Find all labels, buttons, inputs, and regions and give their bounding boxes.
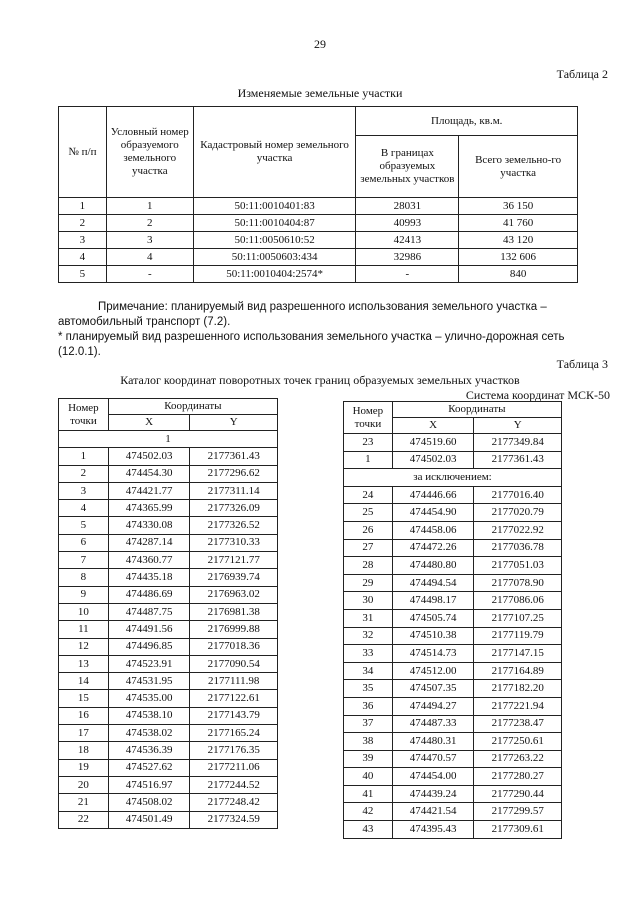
table-row (59, 759, 278, 776)
cell-point: 23 (344, 434, 393, 452)
cell-x: 474435.18 (108, 569, 190, 586)
table-row (344, 645, 562, 663)
cell-y: 2177238.47 (474, 715, 562, 733)
cell-x: 474494.27 (392, 697, 474, 715)
cell-y: 2177248.42 (190, 794, 278, 811)
cell-x: 474480.80 (392, 557, 474, 575)
cell-y: 2177326.52 (190, 517, 278, 534)
cell-y: 2177310.33 (190, 534, 278, 551)
cell-point: 30 (344, 592, 393, 610)
cell-point: 36 (344, 697, 393, 715)
notes (58, 300, 588, 360)
table-row (59, 552, 278, 569)
table-row (59, 811, 278, 828)
cell-x: 474491.56 (108, 621, 190, 638)
table-row (59, 465, 278, 482)
cell-area-within: - (356, 266, 459, 283)
cell-x: 474472.26 (392, 539, 474, 557)
cell-point: 2 (59, 465, 109, 482)
table-row (59, 232, 578, 249)
cell-point: 10 (59, 603, 109, 620)
cell-x: 474470.57 (392, 750, 474, 768)
cell-y: 2177324.59 (190, 811, 278, 828)
cell-area-total: 43 120 (459, 232, 578, 249)
cell-point: 15 (59, 690, 109, 707)
table-row (344, 697, 562, 715)
cell-y: 2177016.40 (474, 486, 562, 504)
header-y: Y (474, 418, 562, 434)
table-row (344, 627, 562, 645)
cell-y: 2177090.54 (190, 655, 278, 672)
header-area-within: В границах образуемых земельных участков (356, 136, 459, 198)
header-point: Номер точки (344, 402, 393, 434)
header-parcel: Условный номер образуемого земельного участка (106, 107, 193, 198)
cell-x: 474395.43 (392, 821, 474, 839)
cell-point: 17 (59, 725, 109, 742)
cell-x: 474510.38 (392, 627, 474, 645)
table2-label: Таблица 2 (556, 67, 608, 81)
cell-point: 12 (59, 638, 109, 655)
header-area-total: Всего земельно-го участка (459, 136, 578, 198)
cell-y: 2177309.61 (474, 821, 562, 839)
cell-point: 35 (344, 680, 393, 698)
cell-point: 41 (344, 785, 393, 803)
header-x: X (392, 418, 474, 434)
header-y: Y (190, 415, 278, 431)
cell-y: 2177111.98 (190, 673, 278, 690)
table-row (59, 725, 278, 742)
cell-cadastral: 50:11:0010404:2574* (193, 266, 356, 283)
table-row (59, 215, 578, 232)
cell-y: 2177176.35 (190, 742, 278, 759)
header-x: X (108, 415, 190, 431)
cell-x: 474496.85 (108, 638, 190, 655)
cell-y: 2177036.78 (474, 539, 562, 557)
cell-point: 31 (344, 609, 393, 627)
cell-x: 474536.39 (108, 742, 190, 759)
cell-y: 2177147.15 (474, 645, 562, 663)
cell-y: 2177211.06 (190, 759, 278, 776)
cell-x: 474501.49 (108, 811, 190, 828)
cell-y: 2177122.61 (190, 690, 278, 707)
table-row (59, 198, 578, 215)
header-area: Площадь, кв.м. (356, 107, 578, 136)
table-row (344, 680, 562, 698)
cell-x: 474507.35 (392, 680, 474, 698)
group-label: 1 (59, 431, 278, 448)
table-row (344, 574, 562, 592)
cell-x: 474365.99 (108, 500, 190, 517)
cell-area-total: 132 606 (459, 249, 578, 266)
cell-point: 9 (59, 586, 109, 603)
cell-area-within: 32986 (356, 249, 459, 266)
table-row (59, 673, 278, 690)
table-row (59, 517, 278, 534)
table-row (344, 557, 562, 575)
cell-y: 2177051.03 (474, 557, 562, 575)
cell-point: 16 (59, 707, 109, 724)
cell-cadastral: 50:11:0050603:434 (193, 249, 356, 266)
cell-cadastral: 50:11:0010401:83 (193, 198, 356, 215)
cell-num: 5 (59, 266, 107, 283)
coordinates-table-left (58, 398, 278, 829)
cell-point: 42 (344, 803, 393, 821)
cell-num: 4 (59, 249, 107, 266)
header-point: Номер точки (59, 399, 109, 431)
cell-x: 474458.06 (392, 521, 474, 539)
cell-y: 2177121.77 (190, 552, 278, 569)
cell-y: 2177221.94 (474, 697, 562, 715)
cell-y: 2177250.61 (474, 733, 562, 751)
coordinates-table-right (343, 401, 562, 839)
cell-x: 474514.73 (392, 645, 474, 663)
page-number: 29 (314, 37, 326, 51)
table-row (344, 521, 562, 539)
cell-parcel: 4 (106, 249, 193, 266)
table-row (344, 715, 562, 733)
cell-x: 474498.17 (392, 592, 474, 610)
table-row (344, 451, 562, 469)
cell-x: 474512.00 (392, 662, 474, 680)
table-row (59, 638, 278, 655)
table-row (59, 482, 278, 499)
cell-x: 474480.31 (392, 733, 474, 751)
table-row (59, 776, 278, 793)
cell-point: 13 (59, 655, 109, 672)
cell-cadastral: 50:11:0050610:52 (193, 232, 356, 249)
cell-y: 2177078.90 (474, 574, 562, 592)
cell-point: 18 (59, 742, 109, 759)
cell-area-total: 840 (459, 266, 578, 283)
cell-cadastral: 50:11:0010404:87 (193, 215, 356, 232)
cell-y: 2176999.88 (190, 621, 278, 638)
cell-parcel: - (106, 266, 193, 283)
cell-y: 2176963.02 (190, 586, 278, 603)
cell-point: 34 (344, 662, 393, 680)
table-row (59, 448, 278, 465)
table3-label: Таблица 3 (556, 357, 608, 371)
table-row (59, 690, 278, 707)
cell-x: 474330.08 (108, 517, 190, 534)
cell-point: 4 (59, 500, 109, 517)
cell-point: 6 (59, 534, 109, 551)
cell-y: 2177164.89 (474, 662, 562, 680)
table-row (344, 750, 562, 768)
cell-point: 39 (344, 750, 393, 768)
table-row (344, 609, 562, 627)
cell-point: 40 (344, 768, 393, 786)
cell-point: 27 (344, 539, 393, 557)
cell-point: 33 (344, 645, 393, 663)
cell-x: 474439.24 (392, 785, 474, 803)
cell-x: 474538.02 (108, 725, 190, 742)
cell-point: 26 (344, 521, 393, 539)
cell-y: 2177290.44 (474, 785, 562, 803)
table-row (59, 266, 578, 283)
table-row (344, 803, 562, 821)
cell-point: 7 (59, 552, 109, 569)
cell-point: 25 (344, 504, 393, 522)
cell-parcel: 1 (106, 198, 193, 215)
table-row (59, 534, 278, 551)
cell-y: 2177296.62 (190, 465, 278, 482)
cell-y: 2177086.06 (474, 592, 562, 610)
table-row (59, 794, 278, 811)
cell-area-total: 41 760 (459, 215, 578, 232)
cell-y: 2177165.24 (190, 725, 278, 742)
cell-y: 2177361.43 (190, 448, 278, 465)
header-num: № п/п (59, 107, 107, 198)
cell-point: 37 (344, 715, 393, 733)
cell-point: 14 (59, 673, 109, 690)
header-coords: Координаты (108, 399, 277, 415)
coordinate-system: Система координат МСК-50 (465, 388, 610, 402)
table-row (344, 504, 562, 522)
cell-point: 21 (59, 794, 109, 811)
table3-title: Каталог координат поворотных точек границ образуемых земельных участков (120, 373, 520, 387)
cell-y: 2177280.27 (474, 768, 562, 786)
cell-x: 474505.74 (392, 609, 474, 627)
cell-point: 29 (344, 574, 393, 592)
note-asterisk: * планируемый вид разрешенного использования земельного участка – улично-дорожная сеть (12.0.1). (58, 331, 565, 358)
cell-y: 2177349.84 (474, 434, 562, 452)
table2-title: Изменяемые земельные участки (237, 86, 403, 100)
table-row (344, 821, 562, 839)
cell-area-within: 40993 (356, 215, 459, 232)
cell-parcel: 3 (106, 232, 193, 249)
table-row (344, 434, 562, 452)
cell-point: 24 (344, 486, 393, 504)
table-row (344, 539, 562, 557)
cell-point: 19 (59, 759, 109, 776)
cell-num: 2 (59, 215, 107, 232)
table-row (344, 768, 562, 786)
cell-y: 2177119.79 (474, 627, 562, 645)
table-row (344, 785, 562, 803)
cell-num: 3 (59, 232, 107, 249)
table-row (344, 486, 562, 504)
cell-x: 474487.75 (108, 603, 190, 620)
cell-point: 1 (59, 448, 109, 465)
header-coords: Координаты (392, 402, 561, 418)
table-row (344, 733, 562, 751)
cell-y: 2177311.14 (190, 482, 278, 499)
cell-area-within: 42413 (356, 232, 459, 249)
cell-y: 2177244.52 (190, 776, 278, 793)
cell-y: 2177143.79 (190, 707, 278, 724)
cell-x: 474538.10 (108, 707, 190, 724)
cell-x: 474454.30 (108, 465, 190, 482)
table-row (59, 249, 578, 266)
cell-x: 474486.69 (108, 586, 190, 603)
cell-x: 474454.90 (392, 504, 474, 522)
cell-y: 2177182.20 (474, 680, 562, 698)
cell-point: 5 (59, 517, 109, 534)
cell-point: 32 (344, 627, 393, 645)
table-row (59, 500, 278, 517)
cell-x: 474516.97 (108, 776, 190, 793)
cell-point: 11 (59, 621, 109, 638)
table-row (344, 592, 562, 610)
header-cadastral: Кадастровый номер земельного участка (193, 107, 356, 198)
cell-x: 474508.02 (108, 794, 190, 811)
cell-y: 2177361.43 (474, 451, 562, 469)
cell-area-within: 28031 (356, 198, 459, 215)
cell-y: 2177299.57 (474, 803, 562, 821)
cell-x: 474502.03 (392, 451, 474, 469)
table-row (59, 603, 278, 620)
cell-parcel: 2 (106, 215, 193, 232)
cell-x: 474421.77 (108, 482, 190, 499)
cell-y: 2177018.36 (190, 638, 278, 655)
cell-point: 8 (59, 569, 109, 586)
cell-point: 22 (59, 811, 109, 828)
table-row (344, 662, 562, 680)
cell-point: 3 (59, 482, 109, 499)
cell-num: 1 (59, 198, 107, 215)
cell-x: 474487.33 (392, 715, 474, 733)
cell-point: 38 (344, 733, 393, 751)
cell-x: 474502.03 (108, 448, 190, 465)
cell-y: 2177263.22 (474, 750, 562, 768)
cell-x: 474446.66 (392, 486, 474, 504)
cell-area-total: 36 150 (459, 198, 578, 215)
cell-x: 474531.95 (108, 673, 190, 690)
cell-x: 474360.77 (108, 552, 190, 569)
table-row (59, 742, 278, 759)
cell-point: 43 (344, 821, 393, 839)
cell-y: 2177107.25 (474, 609, 562, 627)
cell-point: 20 (59, 776, 109, 793)
cell-y: 2176981.38 (190, 603, 278, 620)
table-row (59, 621, 278, 638)
table-row (59, 569, 278, 586)
cell-x: 474421.54 (392, 803, 474, 821)
cell-x: 474523.91 (108, 655, 190, 672)
exclusion-label: за исключением: (344, 469, 562, 487)
cell-x: 474454.00 (392, 768, 474, 786)
cell-point: 28 (344, 557, 393, 575)
parcels-table (58, 106, 578, 283)
cell-y: 2177326.09 (190, 500, 278, 517)
cell-x: 474527.62 (108, 759, 190, 776)
table-row (59, 707, 278, 724)
cell-x: 474494.54 (392, 574, 474, 592)
cell-y: 2177020.79 (474, 504, 562, 522)
note-purpose: Примечание: планируемый вид разрешенного использования земельного участка – автомобильный транспорт (7.2). (58, 301, 547, 328)
cell-x: 474519.60 (392, 434, 474, 452)
table-row (59, 586, 278, 603)
cell-x: 474287.14 (108, 534, 190, 551)
cell-y: 2176939.74 (190, 569, 278, 586)
cell-x: 474535.00 (108, 690, 190, 707)
table-row (59, 655, 278, 672)
cell-y: 2177022.92 (474, 521, 562, 539)
cell-point: 1 (344, 451, 393, 469)
